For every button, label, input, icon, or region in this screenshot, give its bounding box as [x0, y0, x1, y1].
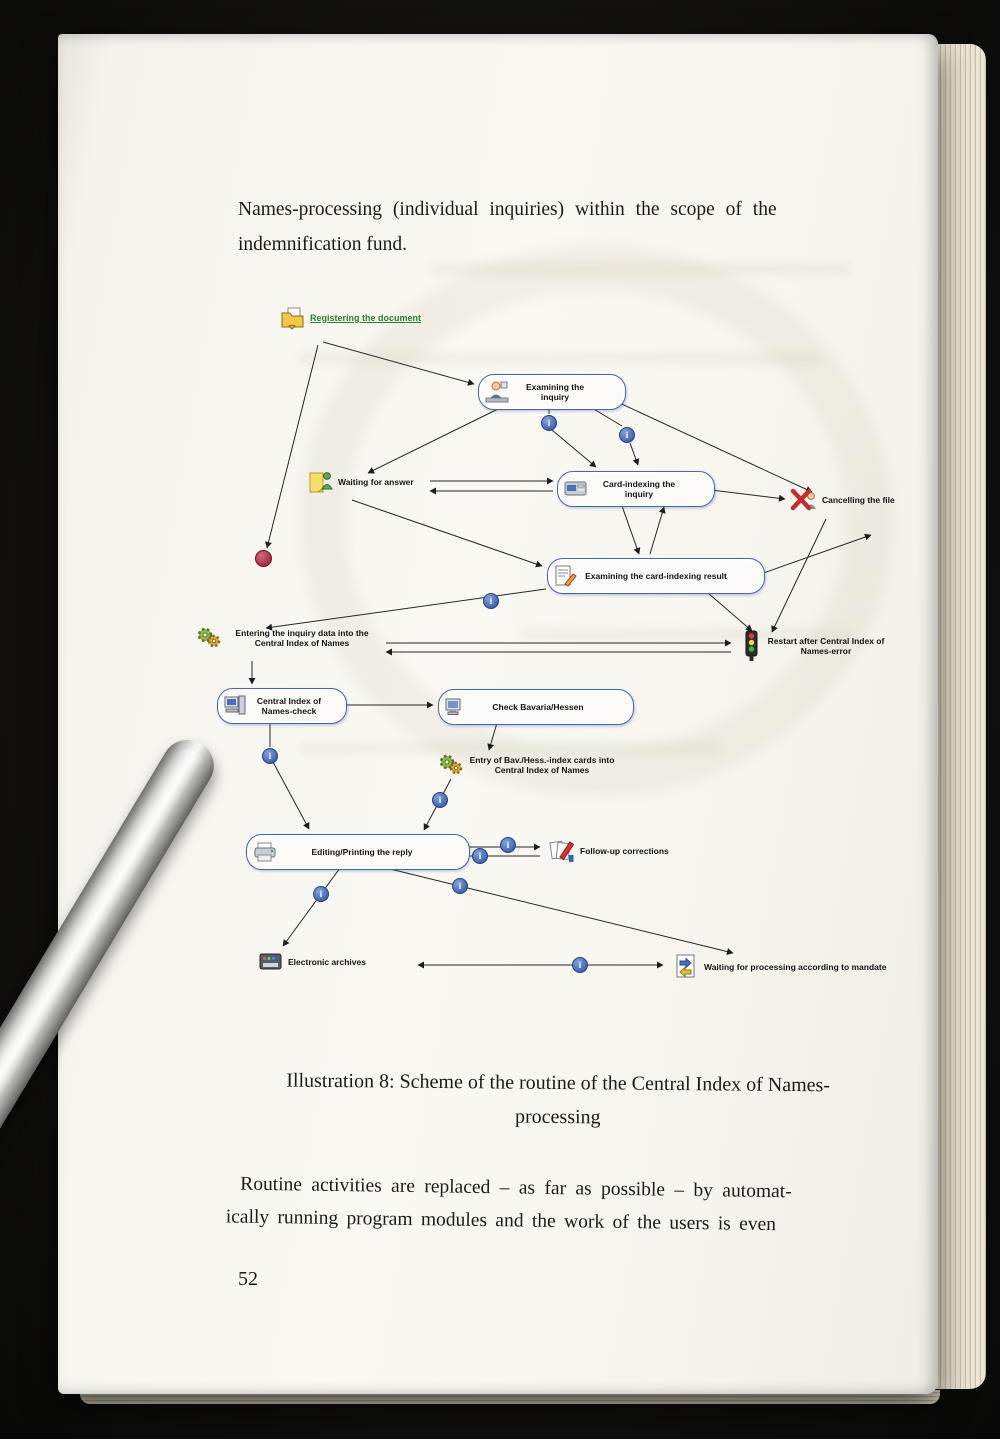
info-connector-icon	[472, 848, 488, 864]
terminal-icon	[444, 697, 464, 717]
node-examining-the-card-indexing-result	[547, 558, 765, 594]
node-label: Editing/Printing the reply	[311, 846, 413, 857]
node-label: Check Bavaria/Hessen	[492, 701, 584, 712]
node-label: Entry of Bav./Hess.-index cards into Central Index of Names	[469, 754, 615, 775]
node-label: Waiting for processing according to mandate	[704, 961, 887, 972]
body-line-1: Routine activities are replaced – as far as possible – by automat-	[240, 1173, 792, 1203]
printer-icon	[252, 841, 278, 863]
end-marker-dot	[255, 550, 272, 567]
info-connector-icon	[262, 748, 278, 764]
info-connector-icon	[313, 886, 329, 902]
caption-line-1: Illustration 8: Scheme of the routine of the Central Index of Names-	[286, 1069, 831, 1097]
node-label: Card-indexing the inquiry	[602, 478, 676, 499]
node-label: Restart after Central Index of Names-error	[767, 635, 885, 656]
storage-cartridge-icon	[258, 952, 284, 972]
node-examining-the-inquiry	[478, 374, 626, 410]
node-entry-of-bav-hess-index-cards	[438, 753, 616, 777]
info-glyph: i	[438, 795, 442, 805]
info-glyph: i	[578, 960, 582, 970]
info-connector-icon	[541, 415, 557, 431]
red-cross-figure-icon	[790, 487, 818, 513]
note-figure-icon	[306, 468, 334, 496]
gears-icon	[438, 753, 464, 777]
intro-line-2: indemnification fund.	[238, 234, 407, 255]
node-card-indexing-the-inquiry	[557, 471, 715, 507]
info-connector-icon	[500, 837, 516, 853]
info-glyph: i	[489, 596, 493, 606]
body-line-2: ically running program modules and the work of the users is even	[225, 1206, 777, 1236]
node-waiting-for-answer	[306, 468, 414, 496]
info-glyph: i	[506, 840, 510, 850]
node-label: Waiting for answer	[338, 476, 414, 487]
folder-document-icon	[280, 306, 306, 330]
traffic-light-icon	[744, 630, 759, 662]
info-glyph: i	[478, 851, 482, 861]
node-label: Examining the card-indexing result	[585, 570, 727, 581]
node-label: Follow-up corrections	[580, 845, 669, 856]
card-index-machine-icon	[563, 479, 589, 499]
info-glyph: i	[319, 889, 323, 899]
node-check-bavaria-hessen	[438, 689, 634, 725]
node-label: Entering the inquiry data into the Central Index of Names	[235, 627, 369, 648]
node-label: Central Index of Names-check	[256, 695, 322, 716]
caption-line-2: processing	[514, 1105, 601, 1129]
node-follow-up-corrections	[548, 838, 669, 864]
node-restart-after-error	[744, 630, 889, 662]
info-glyph: i	[625, 430, 629, 440]
pen-documents-icon	[548, 838, 576, 864]
node-electronic-archives	[258, 952, 366, 972]
document-pencil-icon	[553, 564, 577, 588]
node-registering-the-document	[280, 306, 421, 330]
info-glyph: i	[268, 751, 272, 761]
node-label: Examining the inquiry	[525, 381, 585, 402]
info-connector-icon	[483, 593, 499, 609]
node-waiting-for-processing-according-to-mandate	[674, 953, 886, 981]
node-central-index-of-names-check	[217, 688, 347, 724]
node-entering-inquiry-data	[196, 626, 378, 650]
intro-line-1: Names-processing (individual inquiries) within the scope of the	[238, 199, 777, 220]
info-glyph: i	[458, 881, 462, 891]
info-connector-icon	[619, 427, 635, 443]
info-connector-icon	[452, 878, 468, 894]
clerk-at-desk-icon	[484, 380, 510, 404]
page-number: 52	[238, 1268, 258, 1290]
info-connector-icon	[432, 792, 448, 808]
node-label: Cancelling the file	[822, 494, 895, 505]
mandate-page-arrows-icon	[674, 953, 700, 981]
node-label: Registering the document	[310, 312, 422, 323]
info-glyph: i	[547, 418, 551, 428]
info-connector-icon	[572, 957, 588, 973]
node-cancelling-the-file	[790, 487, 895, 513]
computer-icon	[223, 694, 247, 718]
node-label: Electronic archives	[288, 956, 366, 967]
node-editing-printing-the-reply	[246, 834, 470, 870]
gears-icon	[196, 626, 222, 650]
